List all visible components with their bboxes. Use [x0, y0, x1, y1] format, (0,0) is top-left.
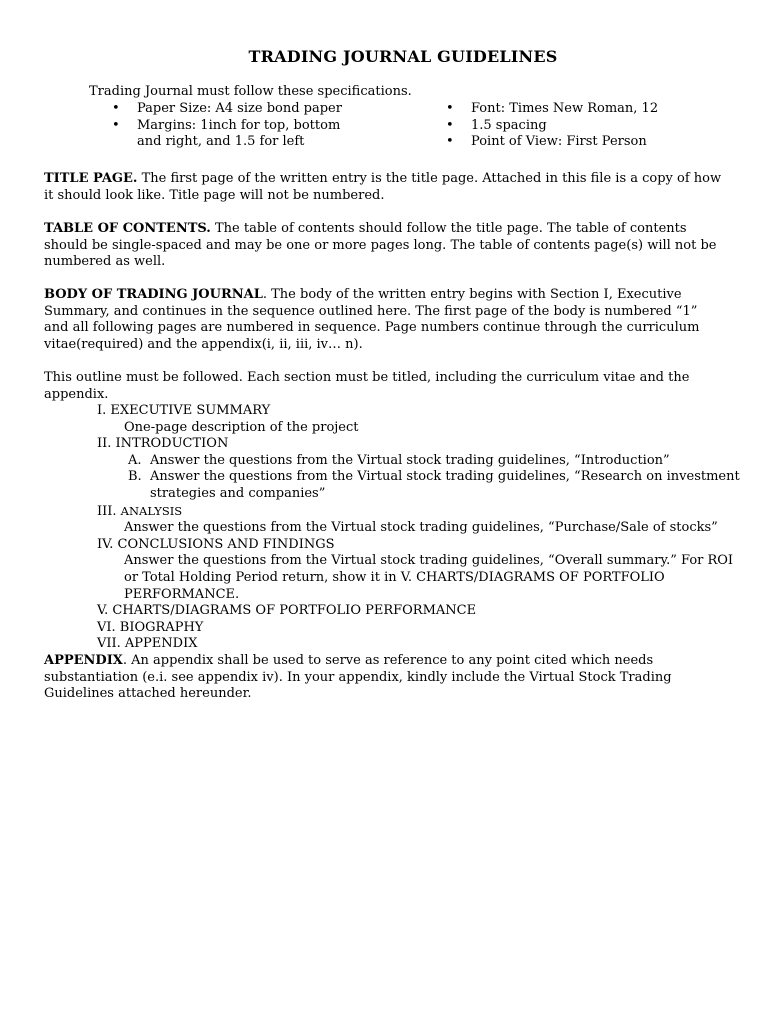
outline-subitem: A. Answer the questions from the Virtual stock trading guidelines, “Introduction”: [128, 452, 670, 468]
outline-item-description: Answer the questions from the Virtual stock trading guidelines, “Purchase/Sale of stocks”: [124, 520, 718, 536]
outline-list: [44, 403, 744, 703]
outline-item-biography: VI. BIOGRAPHY: [97, 619, 204, 635]
outline-subitem: B. Answer the questions from the Virtual stock trading guidelines, “Research on investment strategies and companies”: [128, 469, 740, 501]
outline-item-description: One-page description of the project: [124, 419, 359, 435]
section-heading: APPENDIX: [44, 652, 123, 668]
outline-item-introduction: II. INTRODUCTION: [97, 436, 229, 452]
outline-intro: This outline must be followed. Each section must be titled, including the curriculum vitae and the appendix.: [44, 370, 690, 402]
section-heading: TITLE PAGE.: [44, 171, 138, 186]
section-heading: TABLE OF CONTENTS.: [44, 221, 211, 236]
appendix-paragraph: APPENDIX. An appendix shall be used to serve as reference to any point cited which needs substantiation (e.i. see appendix iv). In your appendix, kindly include the Virtual Stock Trading Guidelines attached hereunder.: [44, 652, 672, 702]
bullet-icon: •: [446, 117, 454, 133]
bullet-icon: •: [446, 134, 454, 150]
bullet-icon: •: [446, 101, 454, 116]
bullet-icon: •: [112, 101, 120, 116]
spec-item: • Margins: 1inch for top, bottom and right, and 1.5 for left: [112, 117, 341, 150]
outline-item-analysis: III. ANALYSIS: [97, 503, 183, 519]
document-title: TRADING JOURNAL GUIDELINES: [248, 47, 558, 66]
specs-list-right: [446, 101, 686, 151]
outline-item-charts: V. CHARTS/DIAGRAMS OF PORTFOLIO PERFORMANCE: [97, 603, 477, 619]
outline-item-conclusions: IV. CONCLUSIONS AND FINDINGS: [97, 536, 335, 552]
spec-item: • 1.5 spacing: [446, 117, 547, 133]
spec-item: • Point of View: First Person: [446, 134, 647, 150]
toc-paragraph: TABLE OF CONTENTS. The table of contents should follow the title page. The table of contents should be single-spaced and may be one or more pages long. The table of contents page(s) will not be numbered as well.: [44, 221, 717, 270]
outline-item-executive-summary: I. EXECUTIVE SUMMARY: [97, 403, 271, 418]
outline-item-appendix: VII. APPENDIX: [97, 636, 198, 652]
body-paragraph: BODY OF TRADING JOURNAL. The body of the written entry begins with Section I, Executive Summary, and continues in the sequence outlined here. The first page of the body is numbered “1” and all following pages are numbered in sequence. Page numbers continue through the curriculum vitae(required) and the appendix(i, ii, iii, iv… n).: [44, 287, 700, 352]
bullet-icon: •: [112, 117, 120, 133]
spec-item: • Paper Size: A4 size bond paper: [112, 101, 342, 116]
section-heading: BODY OF TRADING JOURNAL: [44, 287, 263, 302]
title-page-paragraph: TITLE PAGE. The first page of the written entry is the title page. Attached in this file is a copy of how it should look like. Title page will not be numbered.: [44, 171, 722, 203]
specs-intro: Trading Journal must follow these specifications.: [89, 84, 412, 99]
spec-item: • Font: Times New Roman, 12: [446, 101, 659, 116]
outline-item-description: Answer the questions from the Virtual stock trading guidelines, “Overall summary.” For ROI or Total Holding Period return, show it in V. CHARTS/DIAGRAMS OF PORTFOLIO PERFORMANCE.: [124, 553, 734, 602]
specs-list-left: [112, 101, 362, 151]
